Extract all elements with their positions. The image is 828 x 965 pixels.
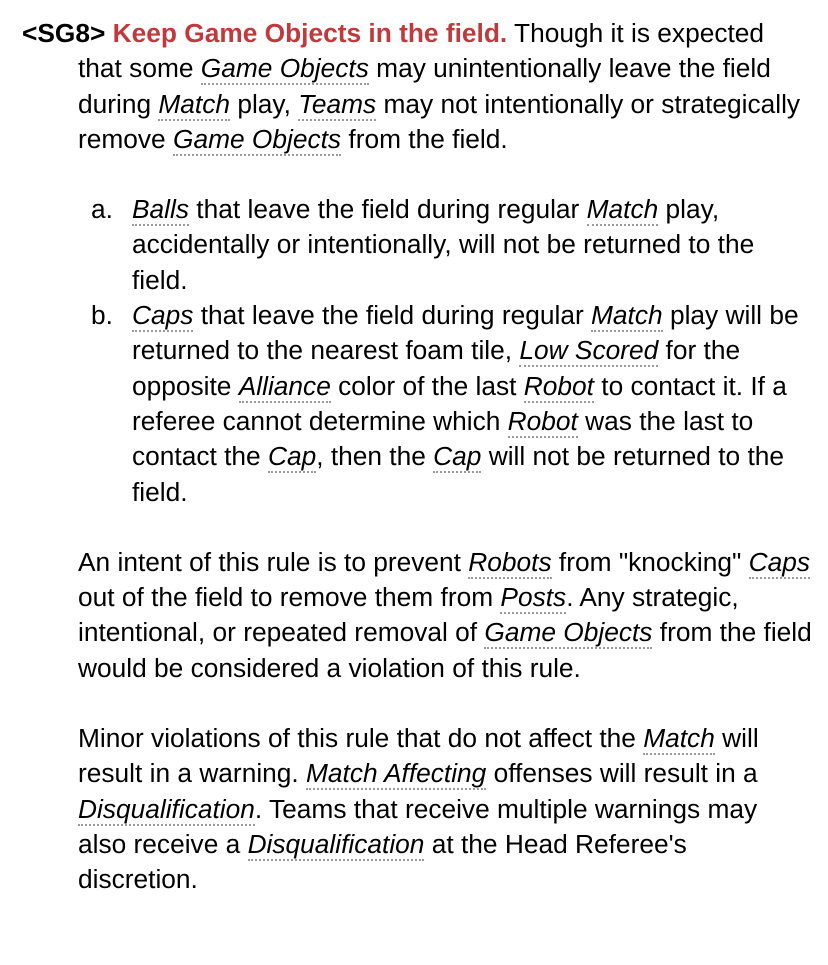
text-run: that leave the field during regular (193, 300, 592, 331)
glossary-term: Caps (748, 546, 810, 577)
glossary-term: Match (586, 194, 659, 225)
glossary-term: Match (643, 723, 715, 754)
text-run: at the Head Referee's discretion. (78, 828, 687, 895)
glossary-term: Caps (132, 300, 194, 331)
glossary-term: Posts (500, 582, 567, 613)
item-text (132, 300, 799, 506)
text-run: from the field would be considered a violation of this rule. (78, 617, 812, 683)
text-run: to contact it. If a referee cannot determine which (132, 370, 787, 436)
glossary-term: Balls (132, 194, 189, 225)
rule-title: Keep Game Objects in the field. (112, 18, 508, 48)
rule-id: <SG8> (22, 18, 106, 48)
glossary-term: Teams (298, 88, 377, 119)
rule-intent-paragraph (78, 545, 812, 686)
glossary-term: Alliance (238, 370, 331, 401)
text-run: . Teams that receive multiple warnings may also receive a (78, 793, 758, 859)
text-run: out of the field to remove them from (78, 582, 501, 613)
item-marker: b. (91, 300, 113, 331)
text-run: was the last to contact the (132, 405, 754, 472)
text-run: play will be returned to the nearest foam tile, (132, 300, 799, 366)
glossary-term: Cap (267, 441, 317, 472)
glossary-term: Low Scored (519, 335, 659, 366)
rule-sublist (22, 192, 812, 510)
rule-penalty-paragraph (78, 721, 812, 897)
glossary-term: Game Objects (200, 53, 369, 84)
text-run: , then the (316, 441, 434, 472)
glossary-term: Robot (523, 370, 594, 401)
text-run: may unintentionally leave the field during (78, 53, 771, 119)
glossary-term: Match (591, 300, 663, 331)
glossary-term: Cap (433, 441, 482, 472)
glossary-term: Game Objects (484, 617, 653, 648)
glossary-term: Match (158, 88, 231, 119)
text-run: offenses will result in a (486, 758, 758, 789)
glossary-term: Robots (468, 546, 552, 577)
sublist-item-a (91, 192, 812, 298)
text-run: from the field. (341, 123, 508, 154)
text-run: An intent of this rule is to prevent (78, 546, 469, 577)
text-run: will result in a warning. (78, 723, 759, 789)
text-run: play, accidentally or intentionally, will not be returned to the field. (132, 194, 755, 295)
text-run: that leave the field during regular (189, 194, 587, 225)
text-run: . Any strategic, intentional, or repeated removal of (78, 582, 739, 648)
text-run: for the opposite (132, 335, 741, 401)
item-text (132, 194, 754, 295)
text-run: Though it is expected that some (78, 18, 765, 84)
text-run: will not be returned to the field. (132, 441, 785, 507)
glossary-term: Game Objects (173, 123, 342, 154)
text-run: may not intentionally or strategically remove (78, 88, 801, 154)
sublist-item-b (91, 298, 812, 510)
glossary-term: Robot (507, 405, 578, 436)
text-run: Minor violations of this rule that do not affect the (78, 723, 644, 754)
text-run: play, (230, 88, 299, 119)
item-marker: a. (91, 194, 113, 225)
glossary-term: Disqualification (247, 828, 425, 859)
glossary-term: Match Affecting (306, 758, 487, 789)
text-run: from "knocking" (551, 546, 749, 577)
rule-sg8 (22, 16, 812, 898)
text-run: color of the last (330, 370, 524, 401)
rule-heading-paragraph (22, 16, 812, 157)
glossary-term: Disqualification (78, 793, 255, 824)
